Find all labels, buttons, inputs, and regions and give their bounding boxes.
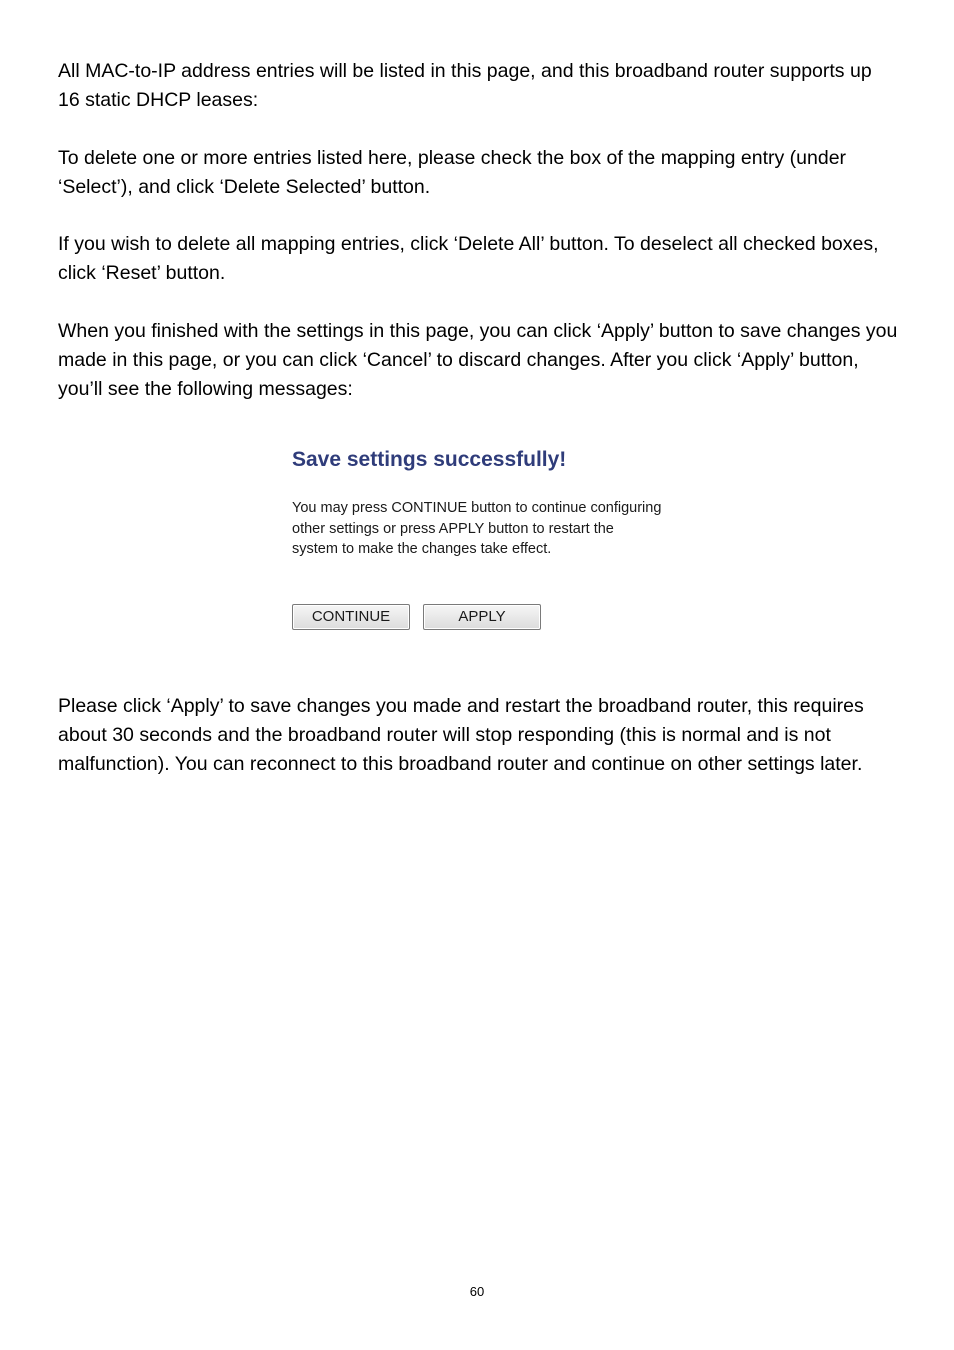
- save-settings-message: You may press CONTINUE button to continue configuring other settings or press APPLY button to restart the system to make the changes take effect.: [292, 500, 662, 557]
- delete-all-paragraph: If you wish to delete all mapping entries, click ‘Delete All’ button. To deselect all checked boxes, click ‘Reset’ button.: [58, 233, 879, 284]
- apply-button[interactable]: APPLY: [423, 604, 541, 630]
- restart-notice-paragraph: Please click ‘Apply’ to save changes you made and restart the broadband router, this requires about 30 seconds and the broadband router will stop responding (this is normal and is not malfunction). You can reconnect to this broadband router and continue on other settings later.: [58, 695, 864, 775]
- save-settings-title: Save settings successfully!: [292, 448, 567, 471]
- intro-paragraph: All MAC-to-IP address entries will be listed in this page, and this broadband router supports up 16 static DHCP leases:: [58, 60, 872, 111]
- continue-button[interactable]: CONTINUE: [292, 604, 410, 630]
- page-number: 60: [469, 1284, 485, 1299]
- delete-selected-paragraph: To delete one or more entries listed here, please check the box of the mapping entry (under ‘Select’), and click ‘Delete Selected’ button.: [58, 147, 847, 198]
- apply-instructions-paragraph: When you finished with the settings in this page, you can click ‘Apply’ button to save changes you made in this page, or you can click ‘Cancel’ to discard changes. After you click ‘Apply’ button, you’ll see the following messages:: [58, 320, 898, 400]
- save-settings-screenshot: [282, 440, 672, 650]
